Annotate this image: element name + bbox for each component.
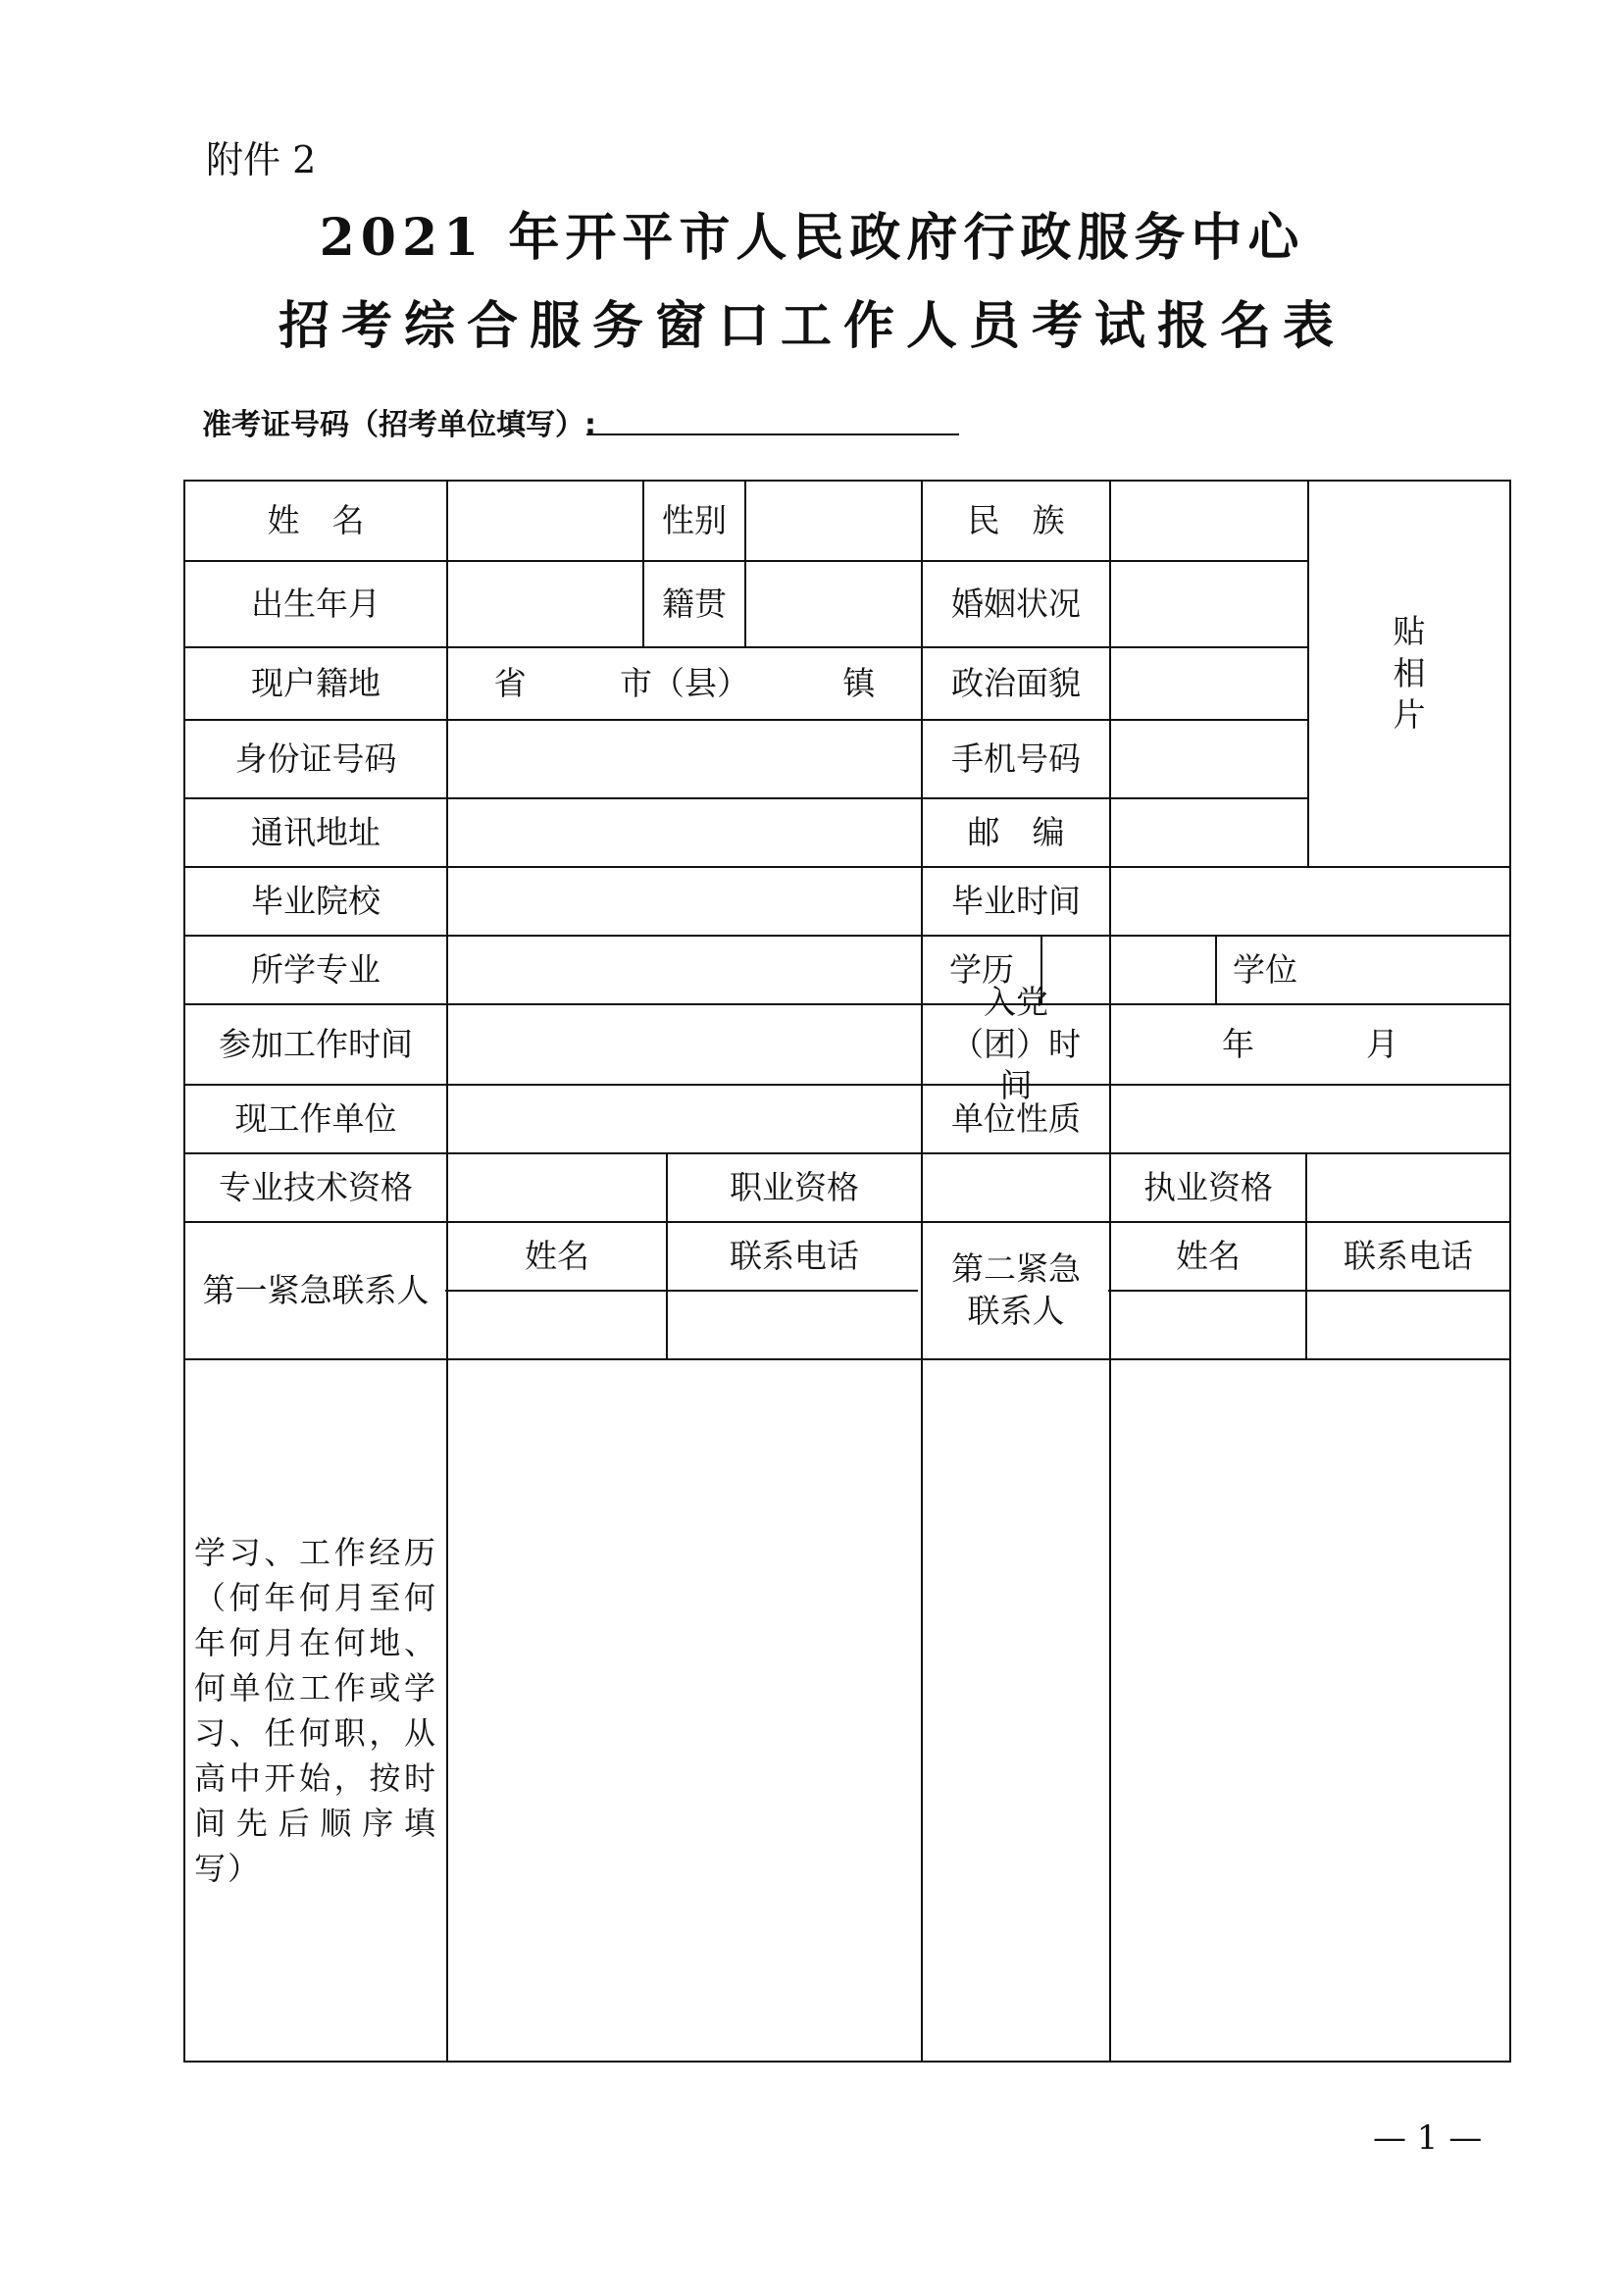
page-number: — 1 — [1373, 2118, 1483, 2158]
work-start-field[interactable] [447, 1004, 922, 1085]
contact1-phone-field[interactable] [667, 1291, 922, 1359]
party-join-field[interactable] [1110, 1004, 1510, 1085]
contact2-label: 第二紧急联系人 [951, 1249, 1081, 1330]
photo-char: 相 [1393, 653, 1426, 692]
photo-char: 片 [1393, 695, 1426, 735]
marital-field[interactable] [1110, 561, 1308, 647]
name-label: 姓 名 [267, 500, 365, 539]
school-field[interactable] [447, 867, 922, 936]
contact1-name-label: 姓名 [525, 1236, 589, 1275]
party-join-year: 年 [1222, 1024, 1254, 1063]
contact2-phone-label: 联系电话 [1344, 1236, 1473, 1275]
contact2-phone-field[interactable] [1306, 1291, 1510, 1359]
party-join-label: 入党（团）时间 [951, 982, 1081, 1105]
major-label: 所学专业 [251, 949, 381, 989]
ethnicity-label: 民 族 [967, 500, 1065, 539]
degree-field[interactable] [1314, 936, 1510, 1004]
contact2-name-label: 姓名 [1176, 1236, 1241, 1275]
birth-field[interactable] [447, 561, 643, 647]
contact2-name-field[interactable] [1110, 1291, 1306, 1359]
tech-qualification-label: 专业技术资格 [219, 1167, 413, 1206]
mobile-label: 手机号码 [951, 739, 1081, 778]
form-title-line1: 2021 年开平市人民政府行政服务中心 [319, 208, 1305, 268]
id-number-label: 身份证号码 [234, 739, 397, 778]
birth-label: 出生年月 [251, 584, 381, 623]
postcode-label: 邮 编 [967, 812, 1065, 851]
marital-label: 婚姻状况 [951, 584, 1081, 623]
tech-qualification-field[interactable] [447, 1153, 667, 1222]
residence-label: 现户籍地 [251, 663, 381, 702]
employer-type-field[interactable] [1110, 1085, 1510, 1153]
mobile-field[interactable] [1110, 720, 1308, 798]
employer-label: 现工作单位 [234, 1098, 397, 1138]
gender-label: 性别 [662, 500, 727, 539]
experience-label-cell [184, 1359, 447, 2062]
residence-city: 市（县） [619, 663, 749, 702]
address-label: 通讯地址 [251, 812, 381, 851]
practice-qualification-field[interactable] [1306, 1153, 1510, 1222]
id-number-field[interactable] [447, 720, 922, 798]
attachment-label: 附件 2 [206, 138, 317, 181]
employer-type-label: 单位性质 [951, 1098, 1081, 1138]
employer-field[interactable] [447, 1085, 922, 1153]
graduation-time-field[interactable] [1110, 867, 1510, 936]
photo-area[interactable] [1308, 481, 1510, 867]
experience-field[interactable] [447, 1359, 1510, 2062]
graduation-time-label: 毕业时间 [951, 881, 1081, 920]
contact1-phone-label: 联系电话 [730, 1236, 859, 1275]
postcode-field[interactable] [1110, 798, 1308, 867]
residence-field[interactable] [447, 647, 922, 720]
residence-province: 省 [493, 663, 527, 702]
native-place-label: 籍贯 [662, 584, 727, 623]
residence-town: 镇 [842, 663, 876, 702]
degree-label: 学位 [1233, 949, 1297, 989]
name-field[interactable] [447, 481, 643, 561]
contact1-label: 第一紧急联系人 [202, 1270, 430, 1309]
vocational-qualification-label: 职业资格 [730, 1167, 859, 1206]
practice-qualification-label: 执业资格 [1143, 1167, 1273, 1206]
work-start-label: 参加工作时间 [219, 1024, 413, 1063]
exam-number-label: 准考证号码（招考单位填写）: [202, 408, 596, 442]
political-label: 政治面貌 [951, 663, 1081, 702]
address-field[interactable] [447, 798, 922, 867]
education-label: 学历 [949, 949, 1014, 989]
form-title-line2: 招考综合服务窗口工作人员考试报名表 [278, 296, 1345, 356]
vocational-qualification-field[interactable] [922, 1153, 1110, 1222]
party-join-month: 月 [1366, 1024, 1398, 1063]
school-label: 毕业院校 [251, 881, 381, 920]
contact1-name-field[interactable] [447, 1291, 667, 1359]
ethnicity-field[interactable] [1110, 481, 1308, 561]
experience-label: 学习、工作经历（何年何月至何年何月在何地、何单位工作或学习、任何职，从高中开始，按时间先后顺序填写） [194, 1534, 437, 1887]
native-place-field[interactable] [745, 561, 922, 647]
photo-char: 贴 [1393, 611, 1426, 650]
political-field[interactable] [1110, 647, 1308, 720]
gender-field[interactable] [745, 481, 922, 561]
major-field[interactable] [447, 936, 922, 1004]
